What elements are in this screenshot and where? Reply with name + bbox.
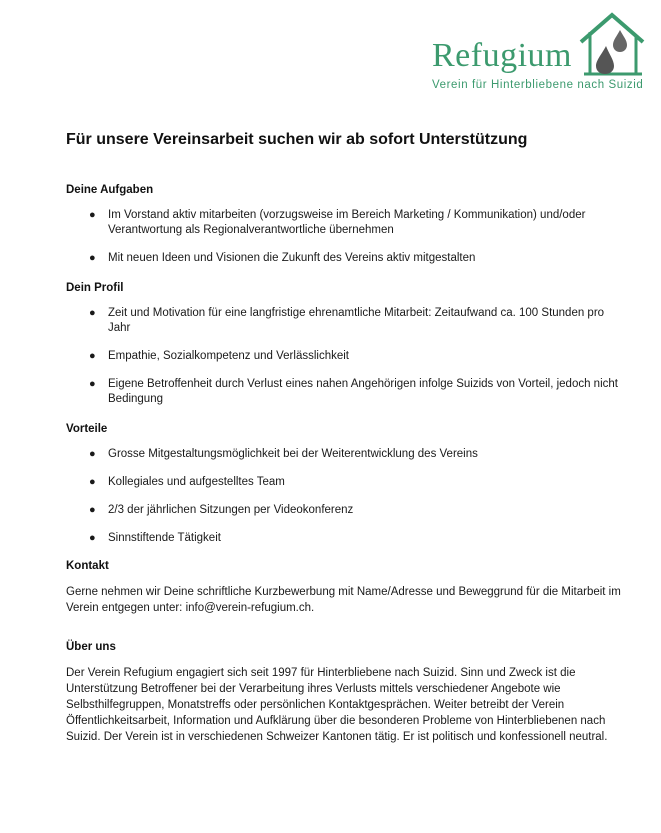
bullet-icon: ●	[89, 378, 96, 390]
section-kontakt	[66, 560, 626, 616]
list-item: ● Zeit und Motivation für eine langfristige ehrenamtliche Mitarbeit: Zeitaufwand ca. 100 Stunden pro Jahr	[89, 307, 605, 334]
bullet-icon: ●	[89, 476, 96, 488]
section-heading: Deine Aufgaben	[66, 184, 154, 196]
list-item: ● Kollegiales und aufgestelltes Team	[89, 476, 285, 488]
bullet-list	[66, 208, 626, 266]
section-aufgaben	[66, 184, 626, 266]
list-item: ● Empathie, Sozialkompetenz und Verlässlichkeit	[89, 350, 349, 362]
bullet-icon: ●	[89, 532, 96, 544]
ueber-uns-text: Der Verein Refugium engagiert sich seit 1997 für Hinterbliebene nach Suizid. Sinn und Zweck ist die Unterstützung Betroffener bei der Verarbeitung ihres Verlusts mittels verschiedener Angebote wie Selbsthilfegruppen, Monatstreffs oder persönlichen Kontaktgesprächen. Weiter betreibt der Verein Öffentlichkeitsarbeit, Information und Aufklärung über die besonderen Probleme von Hinterbliebenen nach Suizid. Der Verein ist in verschiedenen Schweizer Kantonen tätig. Er ist politisch und konfessionell neutral.	[66, 667, 608, 743]
bullet-list	[66, 306, 626, 407]
list-item: ● Mit neuen Ideen und Visionen die Zukunft des Vereins aktiv mitgestalten	[89, 252, 476, 264]
bullet-icon: ●	[89, 209, 96, 221]
bullet-icon: ●	[89, 252, 96, 264]
document-body	[66, 184, 626, 745]
section-heading: Kontakt	[66, 560, 109, 572]
bullet-icon: ●	[89, 307, 96, 319]
section-heading: Dein Profil	[66, 282, 124, 294]
section-vorteile	[66, 423, 626, 546]
kontakt-text: Gerne nehmen wir Deine schriftliche Kurzbewerbung mit Name/Adresse und Beweggrund für die Mitarbeit im Verein entgegen unter: info@verein-refugium.ch.	[66, 586, 621, 614]
list-item: ● Sinnstiftende Tätigkeit	[89, 532, 221, 544]
section-ueber-uns	[66, 641, 626, 745]
refugium-logo	[424, 12, 652, 96]
page-title: Für unsere Vereinsarbeit suchen wir ab sofort Unterstützung	[66, 131, 528, 148]
list-item: ● Grosse Mitgestaltungsmöglichkeit bei der Weiterentwicklung des Vereins	[89, 448, 478, 460]
list-item: ● Im Vorstand aktiv mitarbeiten (vorzugsweise im Bereich Marketing / Kommunikation) und/oder Verantwortung als Regionalverantwortliche übernehmen	[89, 209, 586, 236]
bullet-list	[66, 447, 626, 546]
bullet-icon: ●	[89, 504, 96, 516]
logo-subtitle: Verein für Hinterbliebene nach Suizid	[432, 79, 644, 91]
section-heading: Vorteile	[66, 423, 108, 435]
logo-name: Refugium	[432, 37, 572, 74]
list-item: ● 2/3 der jährlichen Sitzungen per Videokonferenz	[89, 504, 354, 516]
bullet-icon: ●	[89, 448, 96, 460]
bullet-icon: ●	[89, 350, 96, 362]
section-profil	[66, 282, 626, 407]
section-heading: Über uns	[66, 641, 116, 653]
list-item: ● Eigene Betroffenheit durch Verlust eines nahen Angehörigen infolge Suizids von Vorteil, jedoch nicht Bedingung	[89, 378, 618, 405]
